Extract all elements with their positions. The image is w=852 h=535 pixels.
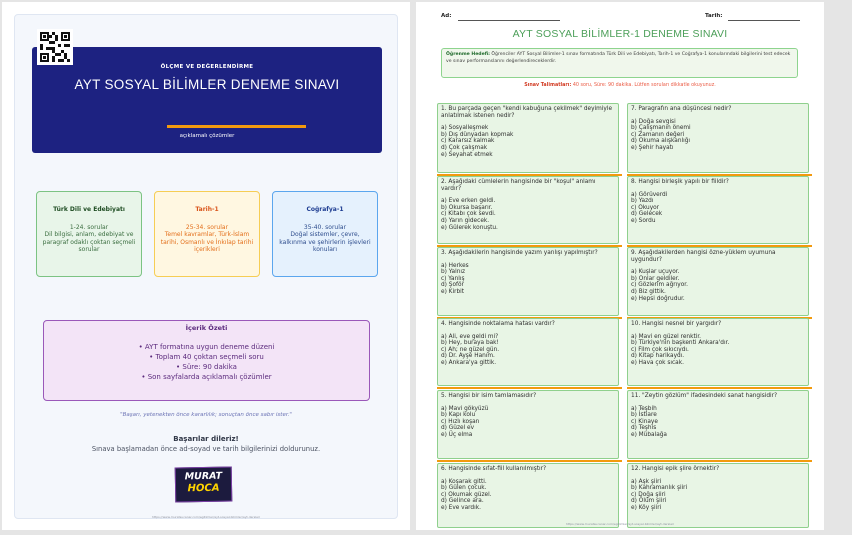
answer-option[interactable]: b) Onlar geldiler.: [631, 275, 680, 282]
answer-option[interactable]: c) Okuyor: [631, 204, 660, 211]
answer-option[interactable]: b) Türkiye'nin başkenti Ankara'dır.: [631, 340, 730, 347]
question-separator: [627, 387, 812, 389]
answer-option[interactable]: e) Eve vardık.: [441, 504, 481, 511]
summary-item: • Süre: 90 dakika: [176, 363, 237, 371]
summary-list: [44, 342, 369, 382]
question-card: [627, 318, 809, 386]
question-separator: [437, 460, 622, 462]
subject-name: Tarih-1: [195, 206, 219, 213]
brand-logo: [175, 467, 233, 503]
answer-option[interactable]: a) Teşbih: [631, 405, 657, 412]
wish-title: Başarılar dileriz!: [173, 435, 239, 443]
question-card: [627, 390, 809, 459]
answer-option[interactable]: e) Ankara'ya gittik.: [441, 359, 497, 366]
exam-instructions: [416, 83, 824, 88]
answer-option[interactable]: b) Gülen çocuk.: [441, 485, 487, 492]
answer-option[interactable]: d) Güzel ev: [441, 425, 475, 432]
answer-option[interactable]: e) Gülerek konuştu.: [441, 224, 498, 231]
name-field[interactable]: [458, 20, 560, 21]
subject-card-turk-dili: [36, 191, 142, 277]
answer-option[interactable]: d) Ölüm şiiri: [631, 498, 667, 505]
answer-option[interactable]: c) Okumak güzel.: [441, 491, 492, 498]
subject-range: 25-34. sorular: [185, 223, 229, 231]
name-label: Ad:: [441, 13, 452, 19]
question-card: [627, 103, 809, 173]
answer-option[interactable]: a) Mavi gökyüzü: [441, 405, 489, 412]
answer-option[interactable]: b) Hey, buraya bak!: [441, 340, 499, 347]
answer-option[interactable]: b) Dış dünyadan kopmak: [441, 131, 514, 138]
title-banner: [32, 47, 382, 153]
goal-text: Öğrenciler AYT Sosyal Bilimler-1 sınav formatında Türk Dili ve Edebiyatı, Tarih-1 ve Coğrafya-1 konularındaki bilgilerini test edecek ve sınav performanslarını değerlendireceklerdir.: [446, 52, 791, 64]
question-text: 2. Aşağıdaki cümlelerin hangisinde bir "koşul" anlamı vardır?: [441, 179, 596, 192]
goal-label: Öğrenme Hedefi:: [446, 52, 490, 57]
subject-desc: Temel kavramlar, Türk-İslam tarihi, Osmanlı ve İnkılap tarihi içerikleri: [160, 231, 254, 253]
question-text: 11. "Zeytin gözlüm" ifadesindeki sanat hangisidir?: [631, 393, 778, 399]
subject-name: Türk Dili ve Edebiyatı: [53, 206, 125, 213]
answer-option[interactable]: e) Şehir hayatı: [631, 144, 674, 151]
subject-range: 35-40. sorular: [303, 223, 347, 231]
footer-url[interactable]: https://www.muratsucanar.com/egitimler/ayt-sosyal-bilimler/ayt-dersleri: [566, 522, 675, 526]
motivational-quote: "Başarı, yetenekten önce kararlılık; sonuçtan önce sabır ister.": [120, 412, 292, 418]
qr-code-icon[interactable]: [37, 29, 73, 65]
answer-option[interactable]: a) Herkes: [441, 262, 469, 269]
answer-option[interactable]: e) Mübalağa: [631, 431, 667, 438]
banner-accent-bar: [167, 125, 306, 128]
answer-option[interactable]: a) Görüverdi: [631, 191, 668, 198]
question-text: 9. Aşağıdakilerden hangisi özne-yüklem uyumuna uygundur?: [631, 250, 776, 263]
answer-option[interactable]: c) Ah; ne güzel gün.: [441, 346, 500, 353]
question-card: [437, 318, 619, 386]
answer-option[interactable]: d) Teşhis: [631, 425, 657, 432]
question-text: 6. Hangisinde sıfat-fiil kullanılmıştır?: [441, 466, 547, 472]
question-text: 4. Hangisinde noktalama hatası vardır?: [441, 321, 555, 327]
subject-card-tarih: [154, 191, 260, 277]
answer-option[interactable]: d) Şoför: [441, 282, 464, 289]
answer-option[interactable]: a) Koşarak gitti.: [441, 478, 487, 485]
answer-option[interactable]: a) Kuşlar uçuyor.: [631, 269, 680, 276]
question-card: [627, 463, 809, 528]
question-card: [437, 103, 619, 173]
answer-option[interactable]: a) Eve erken geldi.: [441, 198, 496, 205]
answer-option[interactable]: b) Kapı kolu: [441, 412, 476, 419]
answer-option[interactable]: e) Hava çok sıcak.: [631, 359, 684, 366]
summary-item: • Son sayfalarda açıklamalı çözümler: [141, 373, 272, 381]
question-card: [437, 390, 619, 459]
answer-option[interactable]: e) Üç elma: [441, 431, 473, 438]
question-text: 1. Bu parçada geçen "kendi kabuğuna çekilmek" deyimiyle anlatılmak istenen nedir?: [441, 106, 613, 119]
answer-option[interactable]: c) Hızlı koşan: [441, 418, 480, 425]
answer-option[interactable]: e) Seyahat etmek: [441, 151, 493, 158]
question-card: [437, 247, 619, 316]
date-field[interactable]: [728, 20, 800, 21]
question-text: 8. Hangisi birleşik yapılı bir fiildir?: [631, 179, 729, 185]
answer-option[interactable]: d) Dr. Ayşe Hanım.: [441, 353, 495, 360]
answer-option[interactable]: a) Ali, eve geldi mi?: [441, 333, 499, 340]
summary-item: • AYT formatına uygun deneme düzeni: [138, 343, 275, 351]
answer-option[interactable]: b) Yazdı: [631, 198, 654, 205]
summary-title: İçerik Özeti: [185, 324, 228, 332]
logo-line-1: MURAT: [184, 470, 223, 483]
answer-option[interactable]: a) Doğa sevgisi: [631, 118, 676, 125]
answer-option[interactable]: c) Doğa şiiri: [631, 491, 666, 498]
answer-option[interactable]: b) Okursa başarır.: [441, 204, 493, 211]
answer-option[interactable]: b) Kahramanlık şiiri: [631, 485, 688, 492]
question-text: 5. Hangisi bir isim tamlamasıdır?: [441, 393, 537, 399]
footer-url[interactable]: https://www.muratsucanar.com/egitimler/ayt-sosyal-bilimler/ayt-dersleri: [151, 515, 261, 519]
subject-card-cografya: [272, 191, 378, 277]
subject-desc: Doğal sistemler, çevre, kalkınma ve şehirlerin işlevleri konuları: [279, 231, 371, 253]
answer-option[interactable]: d) Biz gittik.: [631, 288, 666, 295]
subject-range: 1-24. sorular: [69, 223, 109, 231]
answer-option[interactable]: d) Gelince ara.: [441, 498, 484, 505]
exam-title: AYT SOSYAL BİLİMLER-1 DENEME SINAVI: [512, 28, 728, 40]
banner-caption: açıklamalı çözümler: [179, 133, 235, 139]
instructions-label: Sınav Talimatları:: [524, 83, 572, 88]
instructions-text: 40 soru, Süre: 90 dakika. Lütfen soruları dikkatle okuyunuz.: [571, 83, 716, 88]
date-label: Tarih:: [705, 13, 723, 19]
question-card: [627, 247, 809, 316]
banner-title: AYT SOSYAL BİLİMLER DENEME SINAVI: [74, 77, 340, 92]
content-summary-box: [43, 320, 370, 401]
good-luck-message: [14, 435, 398, 453]
question-card: [437, 463, 619, 528]
answer-option[interactable]: c) Zamanın değeri: [631, 131, 685, 138]
question-text: 3. Aşağıdakilerin hangisinde yazım yanlışı yapılmıştır?: [441, 250, 598, 256]
logo-line-2: HOCA: [187, 482, 220, 495]
answer-option[interactable]: a) Aşk şiiri: [631, 478, 662, 485]
question-separator: [627, 460, 812, 462]
answer-option[interactable]: b) İstiare: [631, 412, 657, 419]
answer-option[interactable]: b) Yalnız: [441, 269, 466, 276]
answer-option[interactable]: d) Yarın gidecek.: [441, 217, 490, 224]
question-text: 7. Paragrafın ana düşüncesi nedir?: [631, 106, 732, 112]
subject-desc: Dil bilgisi, anlam, edebiyat ve paragraf odaklı çoktan seçmeli sorular: [42, 231, 136, 253]
answer-option[interactable]: c) Kinaye: [631, 418, 658, 425]
question-text: 12. Hangisi epik şiire örnektir?: [631, 466, 720, 472]
cover-page: [2, 2, 410, 530]
answer-option[interactable]: e) Köy şiiri: [631, 504, 662, 511]
exam-page: [416, 2, 824, 530]
question-card: [627, 176, 809, 244]
wish-text: Sınava başlamadan önce ad-soyad ve tarih bilgilerinizi doldurunuz.: [91, 445, 321, 453]
question-text: 10. Hangisi nesnel bir yargıdır?: [631, 321, 722, 327]
summary-item: • Toplam 40 çoktan seçmeli soru: [149, 353, 264, 361]
answer-option[interactable]: b) Çalışmanın önemi: [631, 125, 691, 132]
answer-option[interactable]: e) Hepsi doğrudur.: [631, 295, 685, 302]
answer-option[interactable]: a) Sosyalleşmek: [441, 125, 489, 132]
answer-option[interactable]: d) Kitap harikaydı.: [631, 353, 685, 360]
answer-option[interactable]: c) Film çok sıkıcıydı.: [631, 346, 689, 353]
question-separator: [437, 387, 622, 389]
answer-option[interactable]: d) Gelecek: [631, 211, 663, 218]
answer-option[interactable]: c) Gözlerim ağrıyor.: [631, 282, 688, 289]
answer-option[interactable]: d) Okuma alışkanlığı: [631, 138, 691, 145]
question-card: [437, 176, 619, 244]
banner-subtitle: ÖLÇME VE DEĞERLENDİRME: [160, 64, 254, 70]
answer-option[interactable]: e) Kirbit: [441, 288, 465, 295]
answer-option[interactable]: e) Sordu: [631, 217, 656, 224]
answer-option[interactable]: d) Çok çalışmak: [441, 144, 488, 151]
learning-goal-box: [441, 48, 798, 78]
subject-name: Coğrafya-1: [306, 206, 344, 213]
answer-option[interactable]: c) Kararsız kalmak: [441, 138, 495, 145]
answer-option[interactable]: a) Mavi en güzel renktir.: [631, 333, 702, 340]
answer-option[interactable]: c) Yanlış: [441, 275, 465, 282]
answer-option[interactable]: c) Kitabı çok sevdi.: [441, 211, 496, 218]
